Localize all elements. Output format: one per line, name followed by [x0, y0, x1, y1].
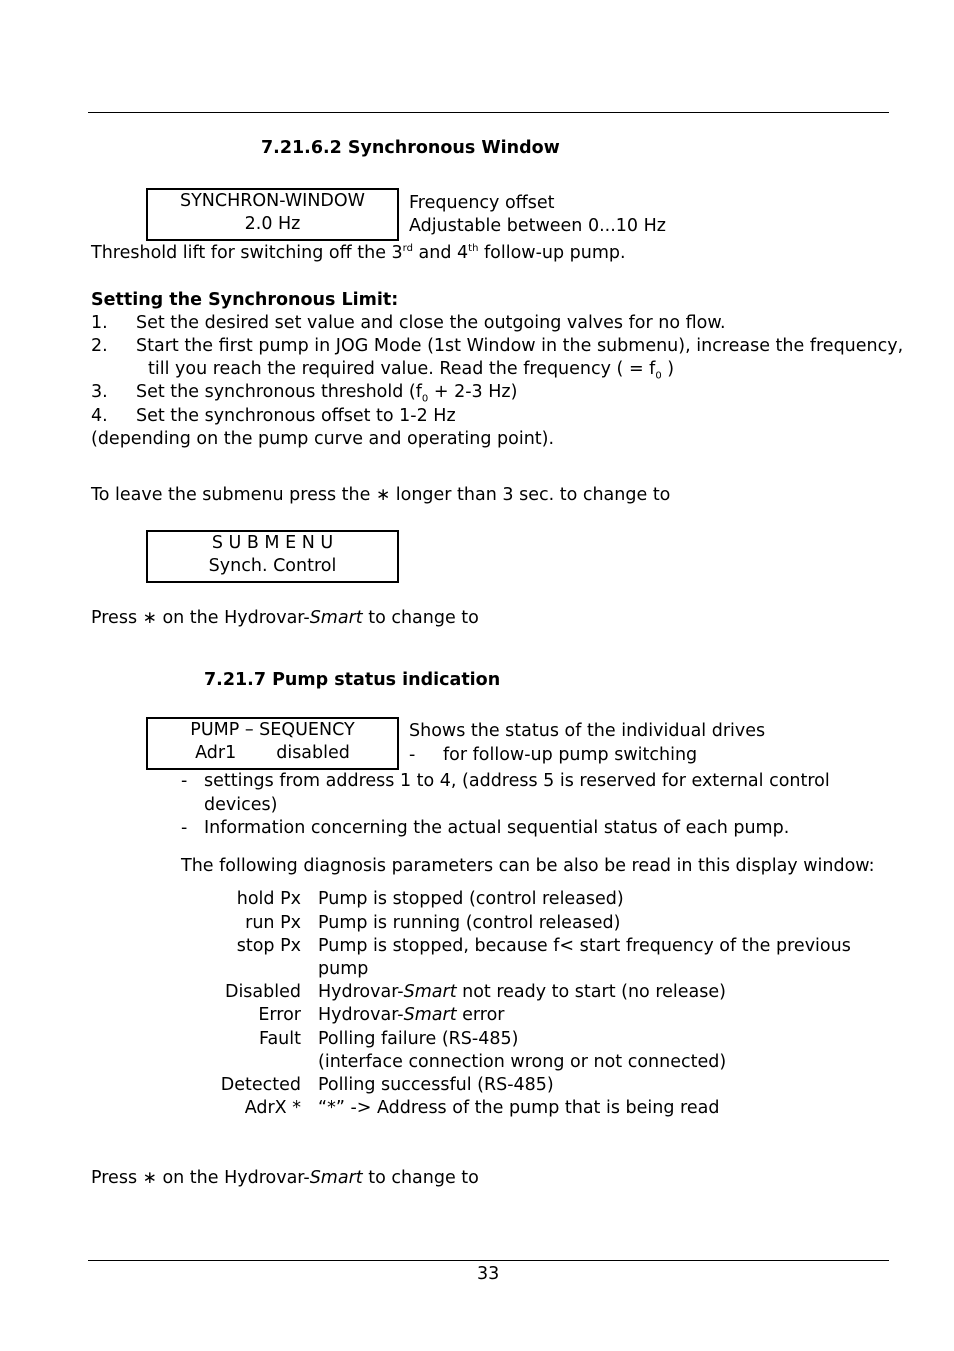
display-line-1: S U B M E N U: [211, 533, 334, 553]
bullet-text: devices): [204, 795, 278, 815]
display-line-1: SYNCHRON-WINDOW: [179, 191, 365, 211]
diag-label: run Px: [245, 913, 301, 933]
diag-desc: pump: [318, 959, 369, 979]
diagnosis-intro: The following diagnosis parameters can be also be read in this display window:: [181, 856, 875, 876]
footer-rule: [88, 1260, 889, 1261]
step-text: Set the desired set value and close the outgoing valves for no flow.: [136, 313, 726, 333]
diag-desc: (interface connection wrong or not connected): [318, 1052, 727, 1072]
bullet-dash: -: [181, 818, 188, 838]
diag-desc: Pump is stopped, because f< start frequency of the previous: [318, 936, 851, 956]
step-text: Start the first pump in JOG Mode (1st Window in the submenu), increase the frequency,: [136, 336, 904, 356]
step-number: 2.: [91, 336, 108, 356]
step-text-continued: till you reach the required value. Read the frequency ( = $f_0$ ): [148, 359, 675, 382]
step-number: 1.: [91, 313, 108, 333]
display-box-pump-sequency: [146, 717, 399, 770]
diag-label: Error: [258, 1005, 301, 1025]
section-heading-pump: 7.21.7 Pump status indication: [204, 670, 501, 690]
diag-desc: Hydrovar-Smart not ready to start (no release): [318, 982, 726, 1002]
diag-desc: Pump is running (control released): [318, 913, 621, 933]
diag-label: Detected: [220, 1075, 301, 1095]
header-rule: [88, 112, 889, 113]
diag-desc: “*” -> Address of the pump that is being read: [318, 1098, 720, 1118]
bullet-text: settings from address 1 to 4, (address 5 is reserved for external control: [204, 771, 830, 791]
diag-desc: Pump is stopped (control released): [318, 889, 624, 909]
bullet-dash: -: [181, 771, 188, 791]
diag-desc: Polling successful (RS-485): [318, 1075, 554, 1095]
diag-label: AdrX *: [244, 1098, 301, 1118]
side-text-1: Frequency offset: [409, 193, 555, 213]
press-instruction: Press ∗ on the Hydrovar-Smart to change to: [91, 608, 479, 628]
step-text: Set the synchronous offset to 1-2 Hz: [136, 406, 456, 426]
asterisk-key-icon: ∗: [375, 485, 391, 505]
display-line-2: Adr1 disabled: [195, 743, 350, 763]
asterisk-key-icon: ∗: [142, 1168, 157, 1188]
display-box-submenu: [146, 530, 399, 583]
step-text: Set the synchronous threshold ($f_0 + 2-3$ Hz): [136, 382, 518, 405]
step-number: 3.: [91, 382, 108, 402]
diag-label: hold Px: [236, 889, 301, 909]
diag-label: stop Px: [236, 936, 301, 956]
diag-desc: Hydrovar-Smart error: [318, 1005, 505, 1025]
depending-note: (depending on the pump curve and operating point).: [91, 429, 555, 449]
side-text-1: Shows the status of the individual drives: [409, 721, 766, 741]
leave-submenu-text: To leave the submenu press the ∗ longer than 3 sec. to change to: [91, 485, 671, 505]
diag-desc: Polling failure (RS-485): [318, 1029, 519, 1049]
asterisk-key-icon: ∗: [142, 608, 157, 628]
side-dash: -: [409, 745, 416, 765]
limit-heading: Setting the Synchronous Limit:: [91, 290, 399, 310]
display-line-1: PUMP – SEQUENCY: [190, 720, 355, 740]
threshold-text: Threshold lift for switching off the 3rd and 4th follow-up pump.: [91, 243, 626, 263]
display-box-synchron-window: [146, 188, 399, 241]
section-heading-sync: 7.21.6.2 Synchronous Window: [261, 138, 560, 158]
diag-label: Fault: [259, 1029, 301, 1049]
step-number: 4.: [91, 406, 108, 426]
press-instruction: Press ∗ on the Hydrovar-Smart to change to: [91, 1168, 479, 1188]
page-number: 33: [477, 1264, 500, 1284]
side-text-2: Adjustable between 0...10 Hz: [409, 216, 666, 236]
display-line-2: 2.0 Hz: [244, 214, 301, 234]
side-text-2: for follow-up pump switching: [443, 745, 698, 765]
diag-label: Disabled: [224, 982, 301, 1002]
bullet-text: Information concerning the actual sequential status of each pump.: [204, 818, 790, 838]
display-line-2: Synch. Control: [208, 556, 337, 576]
